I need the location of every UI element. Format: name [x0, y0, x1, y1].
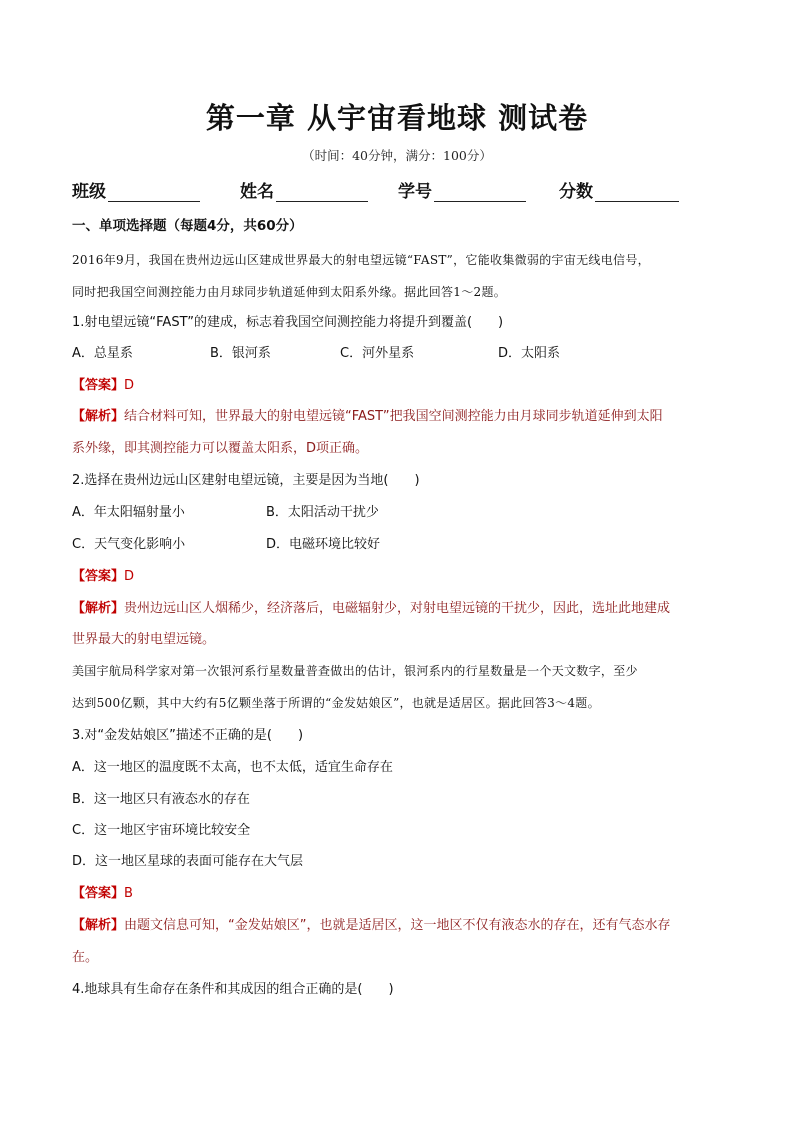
q3-option-a[interactable]: A．这一地区的温度既不太高，也不太低，适宜生命存在 [72, 760, 393, 775]
answer-tag: 【答案】 [72, 378, 125, 393]
student-info-row [72, 177, 722, 203]
q1-option-d[interactable]: D．太阳系 [498, 346, 561, 361]
analysis-tag: 【解析】 [72, 918, 125, 933]
analysis-text: 结合材料可知，世界最大的射电望远镜“FAST”把我国空间测控能力由月球同步轨道延伸到太阳 [124, 409, 663, 424]
answer-value: D [124, 378, 135, 393]
q2-option-d[interactable]: D．电磁环境比较好 [266, 537, 381, 552]
question-3-analysis-line-2: 在。 [72, 950, 99, 965]
student-number-field[interactable] [398, 177, 526, 202]
name-blank[interactable] [276, 183, 368, 202]
question-3-answer [72, 884, 724, 904]
question-2-analysis-line-1 [72, 599, 724, 619]
time-score-note: （时间：40分钟，满分：100分） [302, 148, 492, 163]
answer-tag: 【答案】 [72, 886, 125, 901]
student-number-label: 学号 [398, 182, 432, 202]
analysis-text: 由题文信息可知，“金发姑娘区”，也就是适居区，这一地区不仅有液态水的存在，还有气态水存 [124, 918, 671, 933]
q1-option-c[interactable]: C．河外星系 [340, 346, 415, 361]
analysis-tag: 【解析】 [72, 409, 125, 424]
question-3-stem: 3.对“金发姑娘区”描述不正确的是( ) [72, 728, 304, 743]
q3-option-c[interactable]: C．这一地区宇宙环境比较安全 [72, 823, 251, 838]
question-4-stem: 4.地球具有生命存在条件和其成因的组合正确的是( ) [72, 982, 394, 997]
answer-value: B [124, 886, 133, 901]
score-field[interactable] [559, 177, 679, 202]
student-number-blank[interactable] [434, 183, 526, 202]
question-1-answer [72, 376, 724, 396]
score-label: 分数 [559, 182, 593, 202]
question-1-stem: 1.射电望远镜“FAST”的建成，标志着我国空间测控能力将提升到覆盖( ) [72, 315, 504, 330]
q2-option-b[interactable]: B．太阳活动干扰少 [266, 505, 379, 520]
material-1-line-2: 同时把我国空间测控能力由月球同步轨道延伸到太阳系外缘。据此回答1～2题。 [72, 285, 507, 299]
question-2-answer [72, 567, 724, 587]
q3-option-d[interactable]: D．这一地区星球的表面可能存在大气层 [72, 854, 304, 869]
material-2-line-1: 美国宇航局科学家对第一次银河系行星数量普查做出的估计，银河系内的行星数量是一个天文数字，至少 [72, 664, 638, 678]
q3-option-b[interactable]: B．这一地区只有液态水的存在 [72, 792, 250, 807]
page-title: 第一章 从宇宙看地球 测试卷 [205, 101, 589, 135]
material-1-line-1: 2016年9月，我国在贵州边远山区建成世界最大的射电望远镜“FAST”，它能收集微弱的宇宙无线电信号， [72, 253, 650, 267]
analysis-tag: 【解析】 [72, 601, 125, 616]
answer-tag: 【答案】 [72, 569, 125, 584]
question-3-analysis-line-1 [72, 916, 724, 936]
question-2-analysis-line-2: 世界最大的射电望远镜。 [72, 632, 216, 647]
score-blank[interactable] [595, 183, 679, 202]
q1-option-a[interactable]: A．总星系 [72, 346, 133, 361]
name-field[interactable] [240, 177, 368, 202]
question-2-stem: 2.选择在贵州边远山区建射电望远镜，主要是因为当地( ) [72, 473, 420, 488]
section-heading: 一、单项选择题（每题4分，共60分） [72, 218, 303, 234]
class-blank[interactable] [108, 183, 200, 202]
q2-option-a[interactable]: A．年太阳辐射量小 [72, 505, 185, 520]
question-1-analysis-line-1 [72, 407, 724, 427]
question-1-analysis-line-2: 系外缘，即其测控能力可以覆盖太阳系，D项正确。 [72, 441, 369, 456]
name-label: 姓名 [240, 182, 274, 202]
class-label: 班级 [72, 182, 106, 202]
class-field[interactable] [72, 177, 200, 202]
q2-option-c[interactable]: C．天气变化影响小 [72, 537, 186, 552]
material-2-line-2: 达到500亿颗，其中大约有5亿颗坐落于所谓的“金发姑娘区”，也就是适居区。据此回答3～4题。 [72, 696, 600, 710]
analysis-text: 贵州边远山区人烟稀少，经济落后，电磁辐射少，对射电望远镜的干扰少，因此，选址此地建成 [124, 601, 671, 616]
q1-option-b[interactable]: B．银河系 [210, 346, 271, 361]
answer-value: D [124, 569, 135, 584]
